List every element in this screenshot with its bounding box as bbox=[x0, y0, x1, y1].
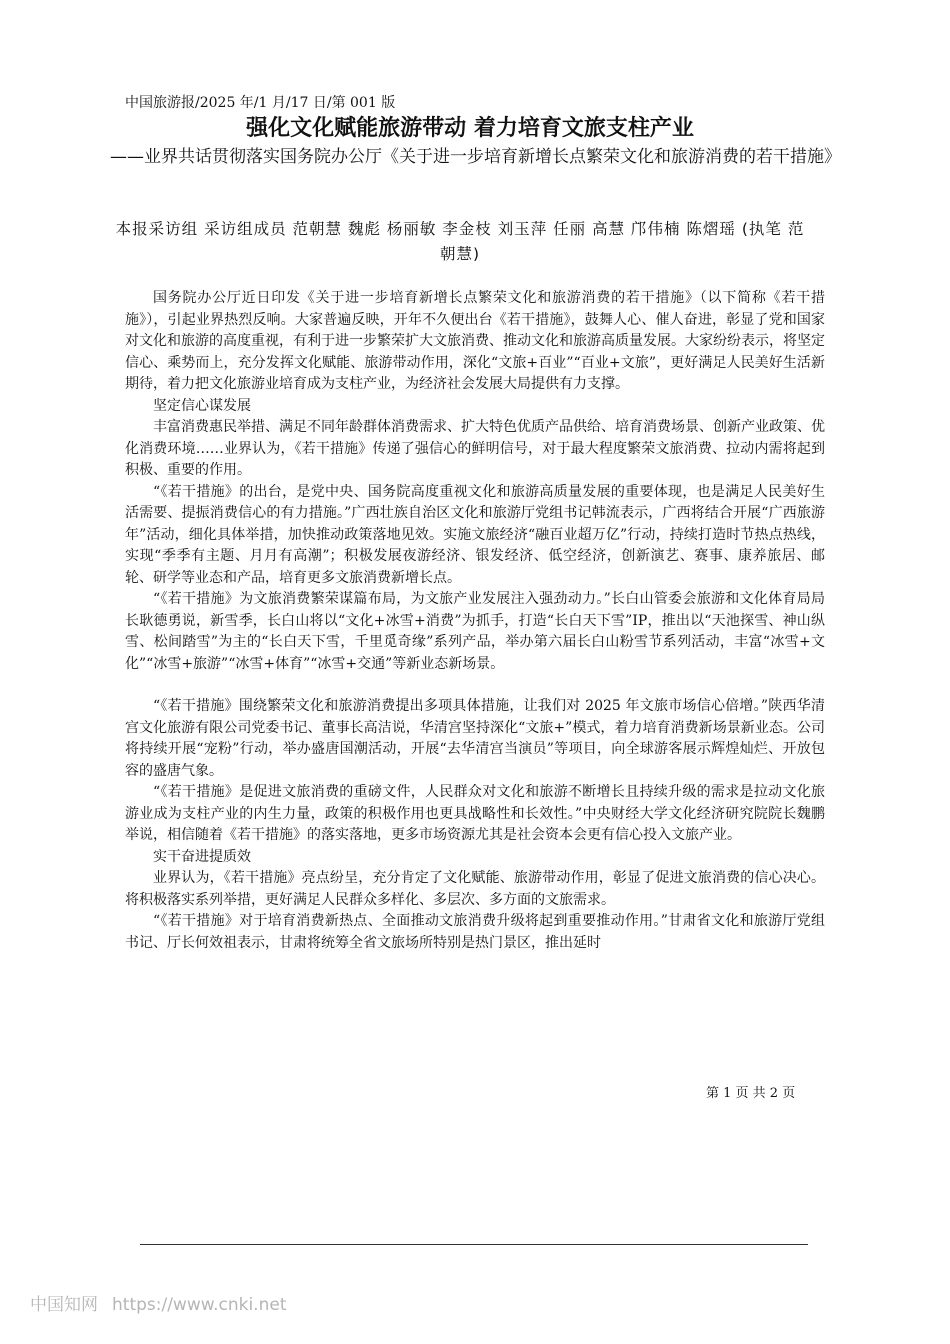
paragraph: 业界认为，《若干措施》亮点纷呈，充分肯定了文化赋能、旅游带动作用，彰显了促进文旅消费的信心决心。将积极落实系列举措，更好满足人民群众多样化、多层次、多方面的文旅需求。 bbox=[125, 870, 825, 908]
paragraph: 国务院办公厅近日印发《关于进一步培育新增长点繁荣文化和旅游消费的若干措施》（以下简称《若干措施》），引起业界热烈反响。大家普遍反映，开年不久便出台《若干措施》，鼓舞人心、催人奋进，彰显了党和国家对文化和旅游的高度重视，有利于进一步繁荣扩大文旅消费、推动文化和旅游高质量发展。大家纷纷表示，将坚定信心、乘势而上，充分发挥文化赋能、旅游带动作用，深化“文旅+百业”“百业+文旅”，更好满足人民美好生活新期待，着力把文化旅游业培育成为支柱产业，为经济社会发展大局提供有力支撑。 bbox=[125, 290, 825, 392]
paragraph: “《若干措施》围绕繁荣文化和旅游消费提出多项具体措施，让我们对 2025 年文旅市场信心倍增。”陕西华清宫文化旅游有限公司党委书记、董事长高洁说，华清宫坚持深化“文旅+”模式，着力培育消费新场景新业态。公司将持续开展“宠粉”行动，举办盛唐国潮活动，开展“去华清宫当演员”等项目，向全球游客展示辉煌灿烂、开放包容的盛唐气象。 bbox=[125, 698, 825, 779]
paragraph: “《若干措施》是促进文旅消费的重磅文件，人民群众对文化和旅游不断增长且持续升级的需求是拉动文化旅游业成为支柱产业的内生力量，政策的积极作用也更具战略性和长效性。”中央财经大学文化经济研究院院长魏鹏举说，相信随着《若干措施》的落实落地，更多市场资源尤其是社会资本会更有信心投入文旅产业。 bbox=[125, 784, 825, 843]
page-number: 第 1 页 共 2 页 bbox=[706, 1086, 796, 1101]
section-heading: 实干奋进提质效 bbox=[153, 848, 251, 865]
source-line: 中国旅游报/2025 年/1 月/17 日/第 001 版 bbox=[125, 95, 396, 111]
paragraph: “《若干措施》的出台，是党中央、国务院高度重视文化和旅游高质量发展的重要体现，也是满足人民美好生活需要、提振消费信心的有力措施。”广西壮族自治区文化和旅游厅党组书记韩流表示，广西将结合开展“广西旅游年”活动，细化具体举措，加快推动政策落地见效。实施文旅经济“融百业超万亿”行动，持续打造时节热点热线，实现“季季有主题、月月有高潮”；积极发展夜游经济、银发经济、低空经济，创新演艺、赛事、康养旅居、邮轮、研学等业态和产品，培育更多文旅消费新增长点。 bbox=[125, 483, 825, 586]
footer-divider bbox=[140, 1244, 808, 1245]
paragraph: “《若干措施》对于培育消费新热点、全面推动文旅消费升级将起到重要推动作用。”甘肃省文化和旅游厅党组书记、厅长何效祖表示，甘肃将统筹全省文旅场所特别是热门景区，推出延时 bbox=[125, 913, 825, 951]
article-title: 强化文化赋能旅游带动 着力培育文旅支柱产业 bbox=[246, 116, 694, 141]
article-authors: 本报采访组 采访组成员 范朝慧 魏彪 杨丽敏 李金枝 刘玉萍 任丽 高慧 邝伟楠 陈熠瑶 (执笔 范朝慧) bbox=[115, 220, 805, 263]
article-subtitle: ——业界共话贯彻落实国务院办公厅《关于进一步培育新增长点繁荣文化和旅游消费的若干措施》 bbox=[110, 147, 841, 167]
article-body bbox=[125, 288, 825, 954]
watermark-brand: 中国知网 bbox=[30, 1295, 98, 1315]
paragraph: “《若干措施》为文旅消费繁荣谋篇布局，为文旅产业发展注入强劲动力。”长白山管委会旅游和文化体育局局长耿德勇说，新雪季，长白山将以“文化+冰雪+消费”为抓手，打造“长白天下雪”IP，推出以“天池探雪、神山纵雪、松间踏雪”为主的“长白天下雪，千里觅奇缘”系列产品，举办第六届长白山粉雪节系列活动，丰富“冰雪+文化”“冰雪+旅游”“冰雪+体育”“冰雪+交通”等新业态新场景。 bbox=[125, 591, 825, 672]
section-heading: 坚定信心谋发展 bbox=[153, 397, 251, 414]
watermark-url: https://www.cnki.net bbox=[112, 1295, 287, 1315]
paragraph: 丰富消费惠民举措、满足不同年龄群体消费需求、扩大特色优质产品供给、培育消费场景、创新产业政策、优化消费环境……业界认为，《若干措施》传递了强信心的鲜明信号，对于最大程度繁荣文旅消费、拉动内需将起到积极、重要的作用。 bbox=[125, 419, 825, 478]
cnki-watermark bbox=[30, 1294, 286, 1316]
